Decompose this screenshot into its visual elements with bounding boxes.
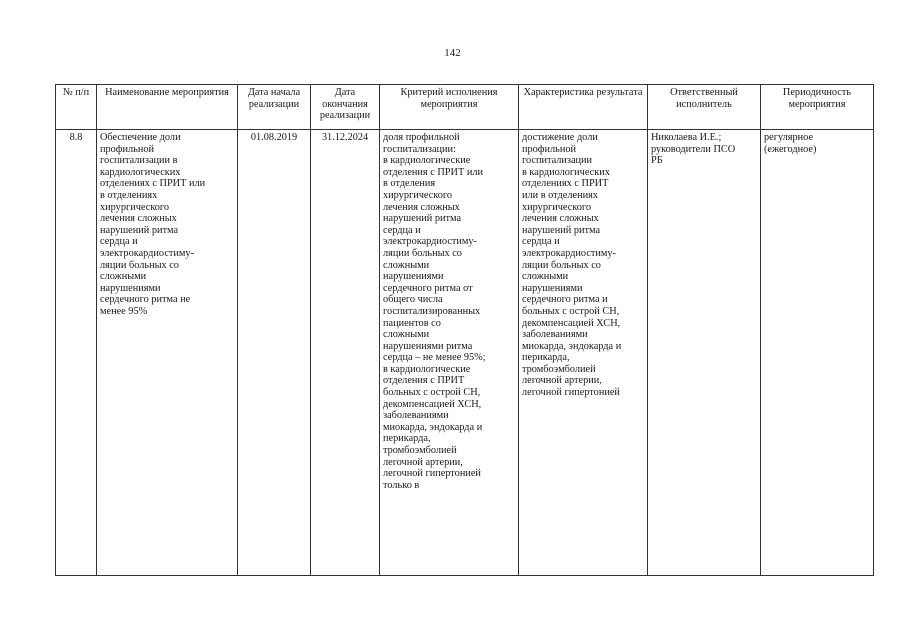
text-line: общего числа: [383, 294, 443, 306]
text-line: перикарда,: [383, 433, 431, 445]
text-line: Николаева И.Е.;: [651, 132, 722, 143]
text-line: электрокардиостиму-: [100, 247, 194, 259]
text-line: Обеспечение доли: [100, 132, 181, 143]
text-line: декомпенсацией ХСН,: [383, 398, 482, 410]
text-line: заболеваниями: [383, 410, 449, 422]
text-line: сердечного ритма и: [522, 294, 608, 306]
text-line: менее 95%: [100, 305, 148, 317]
text-line: пациентов со: [383, 317, 441, 329]
text-line: нарушениями: [522, 282, 583, 294]
text-line: кардиологических: [100, 166, 181, 178]
text-line: ляции больных со: [522, 259, 601, 271]
text-line: отделениях с ПРИТ: [522, 178, 609, 190]
text-line: сердца и: [522, 236, 560, 248]
text-line: нарушений ритма: [100, 224, 179, 236]
row-responsible-text: [651, 132, 757, 167]
text-line: сложными: [522, 271, 569, 283]
text-line: ляции больных со: [100, 259, 179, 271]
text-line: электрокардиостиму-: [522, 247, 616, 259]
row-periodicity: [761, 130, 874, 576]
text-line: (ежегодное): [764, 143, 817, 155]
text-line: хирургического: [383, 189, 453, 201]
row-name: [97, 130, 238, 576]
row-result: [519, 130, 648, 576]
row-name-text: [100, 132, 234, 318]
row-result-text: [522, 132, 644, 399]
text-line: отделениях с ПРИТ или: [100, 178, 206, 190]
header-name: Наименование мероприятия: [97, 85, 238, 130]
text-line: сердца и: [383, 224, 421, 236]
text-line: госпитализированных: [383, 305, 481, 317]
row-criterion-text: [383, 132, 515, 491]
text-line: регулярное: [764, 132, 814, 143]
text-line: сложными: [100, 271, 147, 283]
table-row: [56, 130, 874, 576]
row-number: 8.8: [56, 130, 97, 576]
text-line: миокарда, эндокарда и: [522, 340, 622, 352]
text-line: хирургического: [100, 201, 170, 213]
text-line: сердца и: [100, 236, 138, 248]
text-line: лечения сложных: [522, 213, 599, 225]
text-line: хирургического: [522, 201, 592, 213]
page-number: 142: [444, 47, 461, 59]
text-line: в кардиологические: [383, 363, 471, 375]
row-responsible: [648, 130, 761, 576]
text-line: сложными: [383, 329, 430, 341]
text-line: перикарда,: [522, 352, 570, 364]
header-periodicity: Периодичность мероприятия: [761, 85, 874, 130]
text-line: тромбоэмболией: [383, 445, 457, 457]
row-criterion: [380, 130, 519, 576]
table-header-row: [56, 85, 874, 130]
text-line: электрокардиостиму-: [383, 236, 477, 248]
text-line: ляции больных со: [383, 247, 462, 259]
text-line: профильной: [100, 143, 154, 155]
text-line: РБ: [651, 155, 663, 167]
text-line: сложными: [383, 259, 430, 271]
text-line: сердца – не менее 95%;: [383, 352, 486, 364]
text-line: сердечного ритма от: [383, 282, 473, 294]
text-line: профильной: [522, 143, 576, 155]
text-line: нарушениями: [100, 282, 161, 294]
header-end-date: Дата окончания реализации: [311, 85, 380, 130]
text-line: или в отделениях: [522, 189, 598, 201]
text-line: больных с острой СН,: [383, 387, 481, 399]
text-line: в отделения: [383, 178, 436, 190]
text-line: легочной гипертонией: [522, 387, 620, 399]
text-line: только в: [383, 479, 420, 491]
text-line: госпитализации:: [383, 143, 456, 155]
text-line: достижение доли: [522, 132, 598, 143]
text-line: нарушений ритма: [383, 213, 462, 225]
text-line: миокарда, эндокарда и: [383, 421, 483, 433]
header-result: Характеристика результата: [519, 85, 648, 130]
text-line: госпитализации в: [100, 155, 178, 167]
text-line: тромбоэмболией: [522, 363, 596, 375]
text-line: сердечного ритма не: [100, 294, 191, 306]
activities-table: [55, 84, 874, 576]
text-line: отделения с ПРИТ или: [383, 166, 483, 178]
text-line: нарушений ритма: [522, 224, 601, 236]
text-line: декомпенсацией ХСН,: [522, 317, 621, 329]
header-number: № п/п: [56, 85, 97, 130]
text-line: лечения сложных: [100, 213, 177, 225]
text-line: больных с острой СН,: [522, 305, 620, 317]
header-criterion: Критерий исполнения мероприятия: [380, 85, 519, 130]
row-start-date: 01.08.2019: [238, 130, 311, 576]
text-line: легочной артерии,: [522, 375, 602, 387]
text-line: нарушениями: [383, 271, 444, 283]
text-line: нарушениями ритма: [383, 340, 473, 352]
text-line: доля профильной: [383, 132, 460, 143]
text-line: лечения сложных: [383, 201, 460, 213]
header-start-date: Дата начала реализации: [238, 85, 311, 130]
text-line: в кардиологических: [522, 166, 610, 178]
text-line: в кардиологические: [383, 155, 471, 167]
text-line: легочной артерии,: [383, 456, 463, 468]
text-line: легочной гипертонией: [383, 468, 481, 480]
row-end-date: 31.12.2024: [311, 130, 380, 576]
row-periodicity-text: [764, 132, 870, 155]
text-line: отделения с ПРИТ: [383, 375, 465, 387]
text-line: в отделениях: [100, 189, 158, 201]
header-responsible: Ответственный исполнитель: [648, 85, 761, 130]
text-line: госпитализации: [522, 155, 593, 167]
text-line: руководители ПСО: [651, 143, 736, 155]
text-line: заболеваниями: [522, 329, 588, 341]
